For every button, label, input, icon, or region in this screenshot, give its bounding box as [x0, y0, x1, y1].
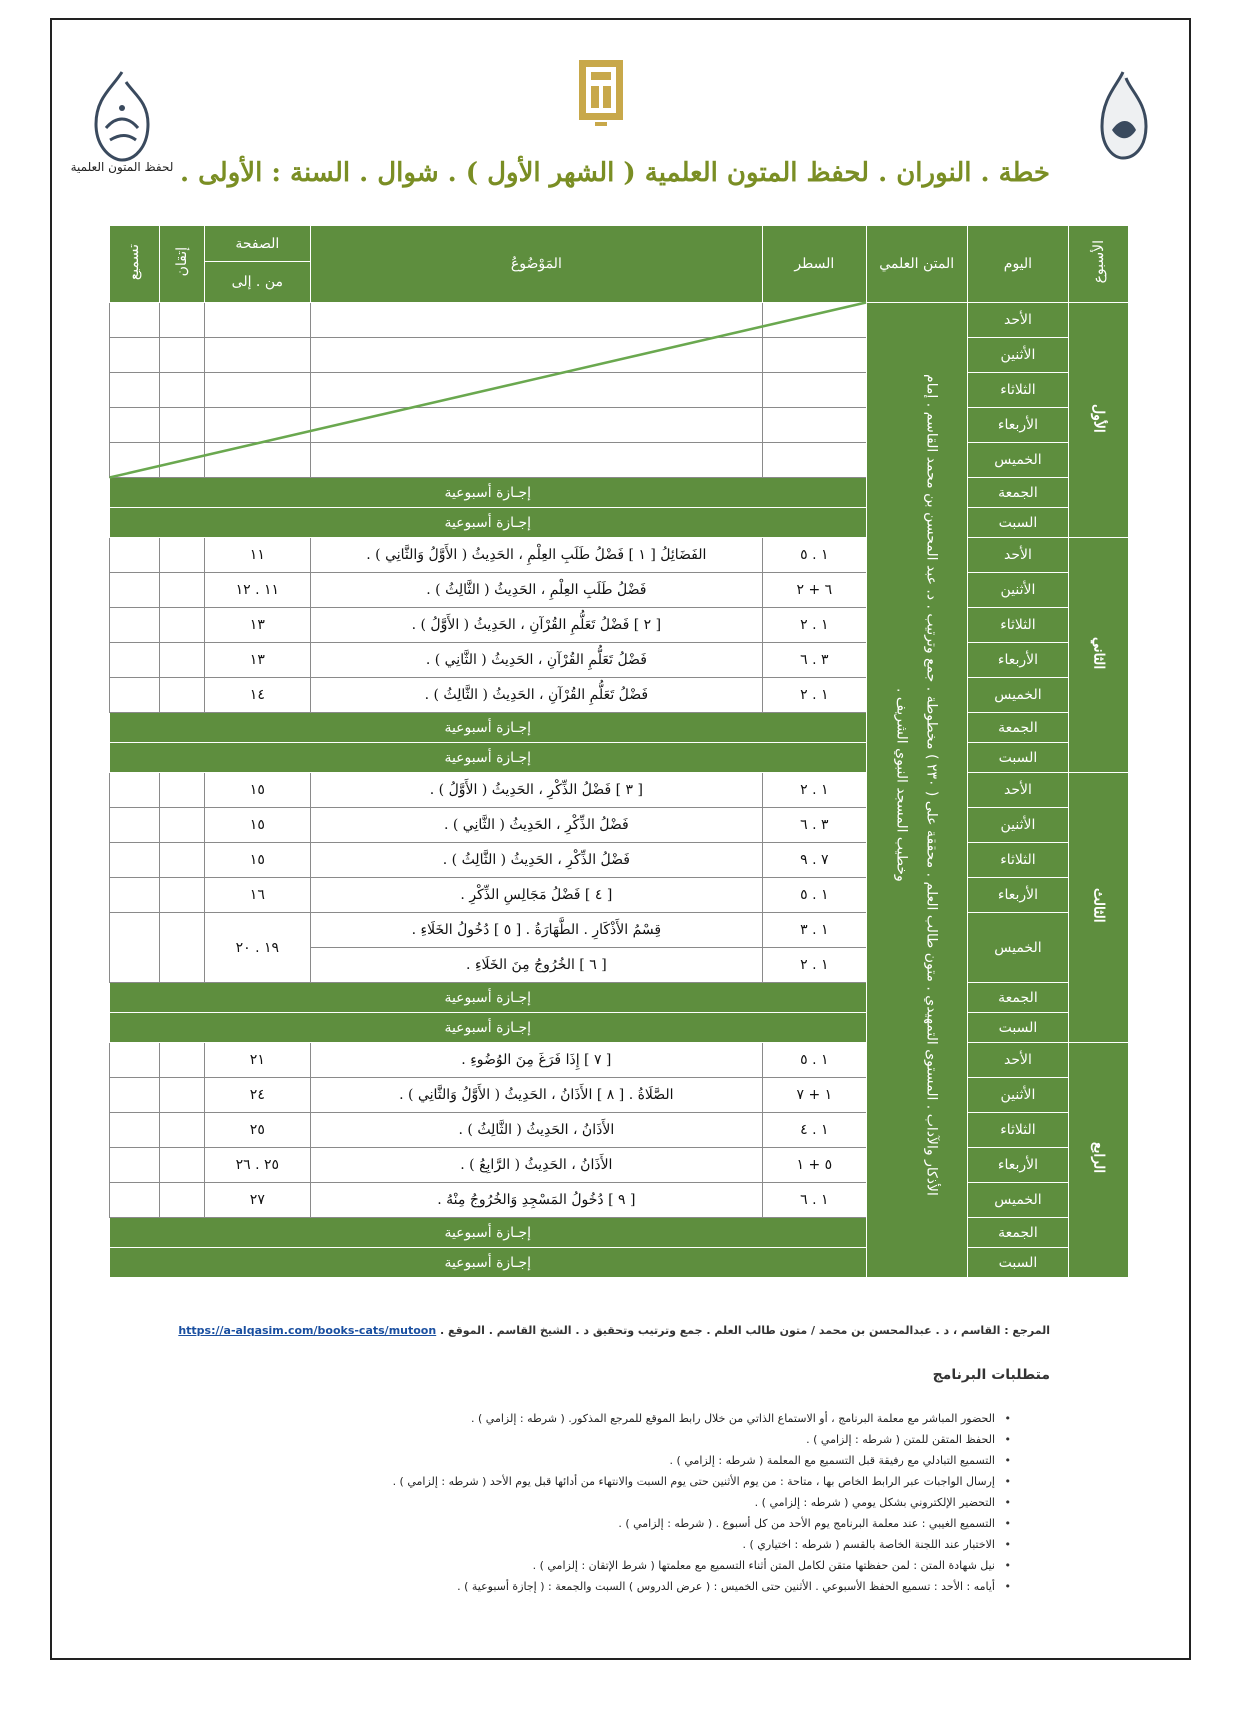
- line-range: ٦ + ٢: [763, 573, 866, 608]
- topic-text: [310, 373, 763, 408]
- day-row: [110, 1148, 1129, 1183]
- day-label: الأثنين: [967, 808, 1068, 843]
- itqan-cell[interactable]: [159, 913, 204, 983]
- holiday-row: [110, 713, 1129, 743]
- day-label: الجمعة: [967, 478, 1068, 508]
- itqan-cell[interactable]: [159, 1113, 204, 1148]
- day-label: الثلاثاء: [967, 373, 1068, 408]
- day-row: [110, 1078, 1129, 1113]
- page-range: [205, 303, 310, 338]
- requirement-item: • إرسال الواجبات عبر الرابط الخاص بها ، متاحة : من يوم الأثنين حتى يوم السبت والانتهاء من أدائها قبل يوم الأحد ( شرطه : إلزامي ) .: [295, 1471, 995, 1492]
- topic-text: [ ٢ ] فَضْلُ تَعَلُّمِ القُرْآنِ ، الحَدِيثُ ( الأَوَّلُ ) .: [310, 608, 763, 643]
- page-range: ١١: [205, 538, 310, 573]
- day-row: [110, 538, 1129, 573]
- day-label: الأربعاء: [967, 878, 1068, 913]
- day-label: الأحد: [967, 773, 1068, 808]
- itqan-cell[interactable]: [159, 538, 204, 573]
- logo-caption: لحفظ المتون العلمية: [70, 160, 174, 174]
- topic-text: فَضْلُ الذِّكْرِ ، الحَدِيثُ ( الثَّانِي ) .: [310, 808, 763, 843]
- page-range: ٢٥: [205, 1113, 310, 1148]
- topic-text: [ ٦ ] الخُرُوجُ مِنَ الخَلَاءِ .: [310, 948, 763, 983]
- plan-table: [109, 225, 1129, 1278]
- requirement-item: • التسميع التبادلي مع رفيقة قبل التسميع مع المعلمة ( شرطه : إلزامي ) .: [295, 1450, 995, 1471]
- day-row: [110, 303, 1129, 338]
- requirement-item: • الاختبار عند اللجنة الخاصة بالقسم ( شرطه : اختياري ) .: [295, 1534, 995, 1555]
- line-range: ١ . ٢: [763, 773, 866, 808]
- day-label: الأحد: [967, 1043, 1068, 1078]
- page-range: [205, 373, 310, 408]
- topic-text: [ ٤ ] فَضْلُ مَجَالِسِ الذِّكْرِ .: [310, 878, 763, 913]
- requirement-item: • نيل شهادة المتن : لمن حفظتها متقن لكامل المتن أثناء التسميع مع معلمتها ( شرط الإتقان : إلزامي ) .: [295, 1555, 995, 1576]
- topic-text: [310, 303, 763, 338]
- itqan-cell[interactable]: [159, 303, 204, 338]
- itqan-cell[interactable]: [159, 1148, 204, 1183]
- holiday-label: إجـازة أسبوعية: [110, 713, 867, 743]
- line-range: ١ . ٢: [763, 608, 866, 643]
- line-range: ١ . ٣: [763, 913, 866, 948]
- requirement-item: • التسميع الغيبي : عند معلمة البرنامج يوم الأحد من كل أسبوع . ( شرطه : إلزامي ) .: [295, 1513, 995, 1534]
- itqan-cell[interactable]: [159, 443, 204, 478]
- topic-text: [ ٩ ] دُخُولُ المَسْجِدِ وَالخُرُوجُ مِنْهُ .: [310, 1183, 763, 1218]
- tasmee-cell[interactable]: [110, 878, 160, 913]
- page-title: خطة . النوران . لحفظ المتون العلمية ( الشهر الأول ) . شوال . السنة : الأولى .: [180, 158, 1050, 188]
- page-range: ١٥: [205, 843, 310, 878]
- tasmee-cell[interactable]: [110, 913, 160, 983]
- day-label: الثلاثاء: [967, 1113, 1068, 1148]
- itqan-cell[interactable]: [159, 773, 204, 808]
- header-line: السطر: [763, 226, 866, 303]
- topic-text: [ ٣ ] فَضْلُ الذِّكْرِ ، الحَدِيثُ ( الأَوَّلُ ) .: [310, 773, 763, 808]
- week-label: الثالث: [1069, 773, 1129, 1043]
- line-range: [763, 303, 866, 338]
- holiday-label: إجـازة أسبوعية: [110, 478, 867, 508]
- day-label: الأربعاء: [967, 1148, 1068, 1183]
- line-range: ٣ . ٦: [763, 643, 866, 678]
- holiday-label: إجـازة أسبوعية: [110, 1013, 867, 1043]
- tasmee-cell[interactable]: [110, 573, 160, 608]
- line-range: ٥ + ١: [763, 1148, 866, 1183]
- day-label: السبت: [967, 508, 1068, 538]
- day-label: الأثنين: [967, 1078, 1068, 1113]
- tasmee-cell[interactable]: [110, 443, 160, 478]
- page-range: ٢١: [205, 1043, 310, 1078]
- day-label: الجمعة: [967, 1218, 1068, 1248]
- itqan-cell[interactable]: [159, 878, 204, 913]
- page-range: ١٥: [205, 808, 310, 843]
- tasmee-cell[interactable]: [110, 1183, 160, 1218]
- tasmee-cell[interactable]: [110, 608, 160, 643]
- holiday-row: [110, 1248, 1129, 1278]
- holiday-row: [110, 1218, 1129, 1248]
- page-range: [205, 408, 310, 443]
- day-row: [110, 408, 1129, 443]
- day-row: [110, 1043, 1129, 1078]
- holiday-row: [110, 478, 1129, 508]
- reference-link[interactable]: https://a-alqasim.com/books-cats/mutoon: [178, 1324, 437, 1337]
- line-range: [763, 338, 866, 373]
- header-tasmee: تسميع: [110, 226, 160, 303]
- day-label: الأحد: [967, 303, 1068, 338]
- day-row: [110, 843, 1129, 878]
- itqan-cell[interactable]: [159, 1183, 204, 1218]
- holiday-row: [110, 508, 1129, 538]
- page-range: ٢٧: [205, 1183, 310, 1218]
- topic-text: [310, 443, 763, 478]
- matn-description: الأذكار والآداب . المستوى التمهيدي . متون طالب العلم . محققة على ( ٢٣٠ ) مخطوطة . جمع وترتيب . د. عبد المحسن بن محمد القاسم . إمام وخطيب المسجد النبوي الشريف .: [866, 303, 967, 1278]
- page-range: ١٤: [205, 678, 310, 713]
- line-range: [763, 443, 866, 478]
- day-label: الأربعاء: [967, 408, 1068, 443]
- day-row: [110, 913, 1129, 948]
- day-row: [110, 643, 1129, 678]
- requirement-item: • الحفظ المتقن للمتن ( شرطه : إلزامي ) .: [295, 1429, 995, 1450]
- day-row: [110, 338, 1129, 373]
- header-topic: المَوْضُوعُ: [310, 226, 763, 303]
- page-range: ٢٤: [205, 1078, 310, 1113]
- day-label: الثلاثاء: [967, 843, 1068, 878]
- line-range: ٣ . ٦: [763, 808, 866, 843]
- day-label: الخميس: [967, 1183, 1068, 1218]
- tasmee-cell[interactable]: [110, 373, 160, 408]
- topic-text: الأَذَانُ ، الحَدِيثُ ( الرَّابِعُ ) .: [310, 1148, 763, 1183]
- day-row: [110, 443, 1129, 478]
- emblem-logo: [1092, 68, 1154, 163]
- header-matn: المتن العلمي: [866, 226, 967, 303]
- tasmee-cell[interactable]: [110, 338, 160, 373]
- day-row: [110, 878, 1129, 913]
- day-label: الخميس: [967, 913, 1068, 983]
- itqan-cell[interactable]: [159, 338, 204, 373]
- page-range: [205, 338, 310, 373]
- line-range: ١ . ٢: [763, 678, 866, 713]
- itqan-cell[interactable]: [159, 1078, 204, 1113]
- page-range: ١٩ . ٢٠: [205, 913, 310, 983]
- line-range: ١ . ٥: [763, 538, 866, 573]
- day-label: الأثنين: [967, 338, 1068, 373]
- day-row: [110, 573, 1129, 608]
- tasmee-cell[interactable]: [110, 808, 160, 843]
- topic-text: فَضْلُ الذِّكْرِ ، الحَدِيثُ ( الثَّالِثُ ) .: [310, 843, 763, 878]
- header-week: الأسبوع: [1069, 226, 1129, 303]
- header-page-range: من . إلى: [205, 262, 310, 303]
- day-row: [110, 808, 1129, 843]
- topic-text: [310, 408, 763, 443]
- holiday-label: إجـازة أسبوعية: [110, 1218, 867, 1248]
- requirement-item: • أيامه : الأحد : تسميع الحفظ الأسبوعي . الأثنين حتى الخميس : ( عرض الدروس ) السبت والجمعة : ( إجازة أسبوعية ) .: [295, 1576, 995, 1597]
- tasmee-cell[interactable]: [110, 773, 160, 808]
- day-label: الأثنين: [967, 573, 1068, 608]
- itqan-cell[interactable]: [159, 373, 204, 408]
- tasmee-cell[interactable]: [110, 678, 160, 713]
- line-range: ١ . ٢: [763, 948, 866, 983]
- itqan-cell[interactable]: [159, 1043, 204, 1078]
- requirements-title: متطلبات البرنامج: [932, 1367, 1050, 1383]
- day-row: [110, 373, 1129, 408]
- topic-text: الفَضَائِلُ [ ١ ] فَضْلُ طَلَبِ العِلْمِ ، الحَدِيثُ ( الأَوَّلُ وَالثَّانِي ) .: [310, 538, 763, 573]
- requirements-list: [295, 1408, 1011, 1597]
- day-label: الجمعة: [967, 713, 1068, 743]
- topic-text: الأَذَانُ ، الحَدِيثُ ( الثَّالِثُ ) .: [310, 1113, 763, 1148]
- tasmee-cell[interactable]: [110, 643, 160, 678]
- day-row: [110, 773, 1129, 808]
- itqan-cell[interactable]: [159, 808, 204, 843]
- tasmee-cell[interactable]: [110, 303, 160, 338]
- holiday-label: إجـازة أسبوعية: [110, 508, 867, 538]
- reference-line: المرجع : القاسم ، د . عبدالمحسن بن محمد / متون طالب العلم . جمع وترتيب وتحقيق د . الشيخ القاسم . الموقع . https://a-alqasim.com/books-cats/mutoon: [178, 1324, 1050, 1337]
- topic-text: قِسْمُ الأَذْكَارِ . الطَّهَارَةُ . [ ٥ ] دُخُولُ الخَلَاءِ .: [310, 913, 763, 948]
- day-label: الأربعاء: [967, 643, 1068, 678]
- week-label: الثاني: [1069, 538, 1129, 773]
- itqan-cell[interactable]: [159, 408, 204, 443]
- day-row: [110, 608, 1129, 643]
- page-range: ١٣: [205, 608, 310, 643]
- tasmee-cell[interactable]: [110, 408, 160, 443]
- week-label: الرابع: [1069, 1043, 1129, 1278]
- topic-text: [ ٧ ] إِذَا فَرَغَ مِنَ الوُضُوءِ .: [310, 1043, 763, 1078]
- line-range: [763, 373, 866, 408]
- nooran-logo: [82, 68, 162, 168]
- day-row: [110, 1183, 1129, 1218]
- line-range: ١ . ٤: [763, 1113, 866, 1148]
- line-range: ١ . ٥: [763, 878, 866, 913]
- page-range: ١٦: [205, 878, 310, 913]
- itqan-cell[interactable]: [159, 643, 204, 678]
- holiday-row: [110, 1013, 1129, 1043]
- topic-text: فَضْلُ طَلَبِ العِلْمِ ، الحَدِيثُ ( الثَّالِثُ ) .: [310, 573, 763, 608]
- line-range: ١ + ٧: [763, 1078, 866, 1113]
- day-label: الثلاثاء: [967, 608, 1068, 643]
- day-label: الخميس: [967, 443, 1068, 478]
- page-range: ٢٥ . ٢٦: [205, 1148, 310, 1183]
- holiday-label: إجـازة أسبوعية: [110, 743, 867, 773]
- page-range: ١١ . ١٢: [205, 573, 310, 608]
- day-row: [110, 1113, 1129, 1148]
- tasmee-cell[interactable]: [110, 1078, 160, 1113]
- topic-text: فَضْلُ تَعَلُّمِ القُرْآنِ ، الحَدِيثُ ( الثَّانِي ) .: [310, 643, 763, 678]
- day-row: [110, 678, 1129, 713]
- header-page: الصفحة: [205, 226, 310, 262]
- tasmee-cell[interactable]: [110, 538, 160, 573]
- topic-text: [310, 338, 763, 373]
- page-range: ١٣: [205, 643, 310, 678]
- holiday-label: إجـازة أسبوعية: [110, 983, 867, 1013]
- itqan-cell[interactable]: [159, 573, 204, 608]
- requirement-item: • التحضير الإلكتروني بشكل يومي ( شرطه : إلزامي ) .: [295, 1492, 995, 1513]
- tasmee-cell[interactable]: [110, 1148, 160, 1183]
- day-label: السبت: [967, 1248, 1068, 1278]
- holiday-row: [110, 743, 1129, 773]
- day-label: الجمعة: [967, 983, 1068, 1013]
- tasmee-cell[interactable]: [110, 843, 160, 878]
- line-range: ١ . ٦: [763, 1183, 866, 1218]
- itqan-cell[interactable]: [159, 678, 204, 713]
- day-label: الخميس: [967, 678, 1068, 713]
- page-range: [205, 443, 310, 478]
- topic-text: الصَّلَاةُ . [ ٨ ] الأَذَانُ ، الحَدِيثُ ( الأَوَّلُ وَالثَّانِي ) .: [310, 1078, 763, 1113]
- itqan-cell[interactable]: [159, 608, 204, 643]
- day-label: السبت: [967, 1013, 1068, 1043]
- tasmee-cell[interactable]: [110, 1113, 160, 1148]
- day-label: السبت: [967, 743, 1068, 773]
- line-range: ١ . ٥: [763, 1043, 866, 1078]
- itqan-cell[interactable]: [159, 843, 204, 878]
- week-label: الأول: [1069, 303, 1129, 538]
- holiday-row: [110, 983, 1129, 1013]
- line-range: [763, 408, 866, 443]
- holiday-label: إجـازة أسبوعية: [110, 1248, 867, 1278]
- day-label: الأحد: [967, 538, 1068, 573]
- line-range: ٧ . ٩: [763, 843, 866, 878]
- header-day: اليوم: [967, 226, 1068, 303]
- header-itqan: إتقان: [159, 226, 204, 303]
- topic-text: فَضْلُ تَعَلُّمِ القُرْآنِ ، الحَدِيثُ ( الثَّالِثُ ) .: [310, 678, 763, 713]
- tasmee-cell[interactable]: [110, 1043, 160, 1078]
- center-logo: [577, 58, 625, 128]
- page-range: ١٥: [205, 773, 310, 808]
- requirement-item: • الحضور المباشر مع معلمة البرنامج ، أو الاستماع الذاتي من خلال رابط الموقع للمرجع المذكور. ( شرطه : إلزامي ) .: [295, 1408, 995, 1429]
